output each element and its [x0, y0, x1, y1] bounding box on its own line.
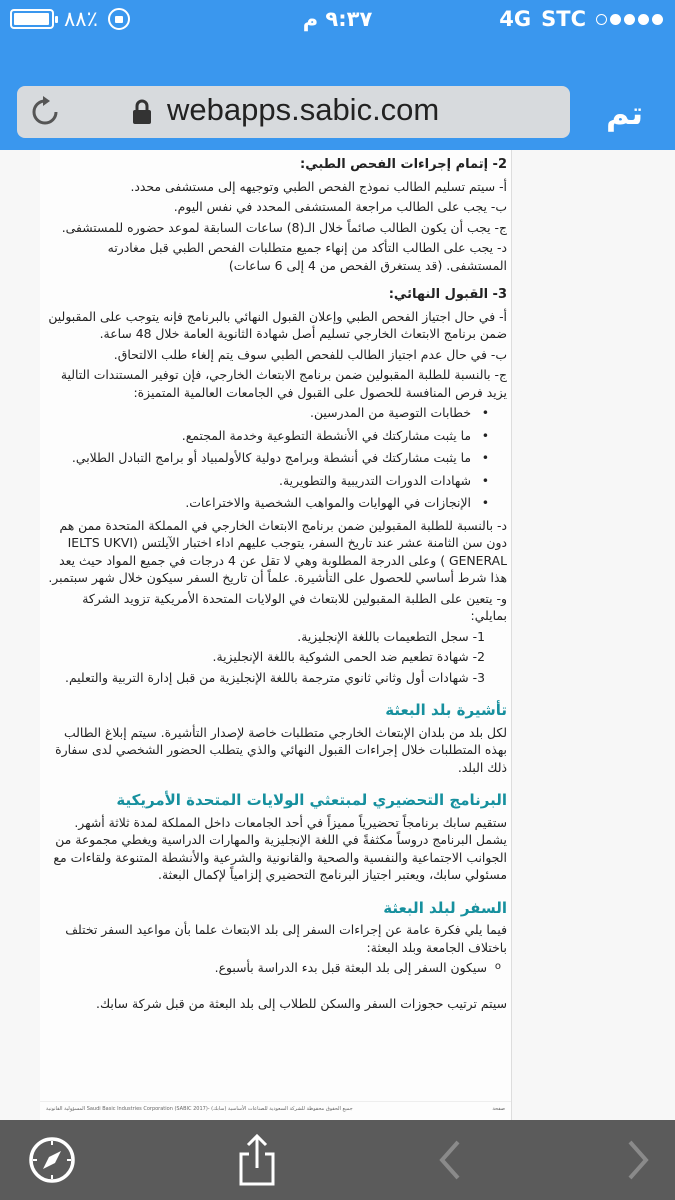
address-bar[interactable]: [17, 86, 570, 138]
done-button[interactable]: تم: [606, 94, 644, 132]
travel-text: فيما يلي فكرة عامة عن إجراءات السفر إلى بلد الابتعاث علما بأن مواعيد السفر تختلف باختلاف الجامعة وبلد البعثة:: [65, 922, 507, 955]
list-item: o سيكون السفر إلى بلد البعثة قبل بدء الدراسة بأسبوع.: [46, 959, 487, 977]
footer-page-label: صفحة: [492, 1106, 505, 1112]
visa-text: لكل بلد من بلدان الإبتعاث الخارجي متطلبات خاصة لإصدار التأشيرة. سيتم إبلاغ الطالب بهذه المتطلبات خلال إجراءات القبول النهائي والذي يتطلب الحضور الشخصي لدى سفارة ذلك البلد.: [55, 724, 507, 775]
list-item: • خطابات التوصية من المدرسين.: [46, 404, 471, 422]
acceptance-item-b: ب- في حال عدم اجتياز الطالب للفحص الطبي سوف يتم إلغاء طلب الالتحاق.: [113, 346, 507, 362]
document-page: [40, 150, 512, 1120]
status-bar: [0, 0, 675, 40]
signal-icon: [596, 14, 663, 25]
prep-program-heading: البرنامج التحضيري لمبتعثي الولايات المتحدة الأمريكية: [116, 791, 507, 809]
acceptance-item-c: ج- بالنسبة للطلبة المقبولين ضمن برنامج الابتعاث الخارجي، فإن توفير المستندات التالية يزيد فرص المنافسة للحصول على القبول في الجامعات العالمية المتميزة:: [60, 367, 507, 400]
back-arrow-icon[interactable]: [422, 1132, 478, 1188]
status-time: ٩:٣٧ م: [302, 7, 373, 31]
travel-closing: سيتم ترتيب حجوزات السفر والسكن للطلاب إلى بلد البعثة من قبل شركة سابك.: [96, 995, 507, 1011]
prep-program-text: ستقيم سابك برنامجاً تحضيرياً مميزاً في أحد الجامعات داخل المملكة لمدة ثلاثة أشهر. يشمل البرنامج دروساً مكثفةً في اللغة الإنجليزية والمهارات الدراسية ويغطي مجموعة من الجوانب الاجتماعية والنفسية والصحية والقانونية والشرعية والأنشطة المتنوعة ولقاءات مع مسئولي سابك، ويعتبر اجتياز البرنامج التحضيري إلزامياً لإكمال البعثة.: [53, 814, 507, 882]
list-item: • ما يثبت مشاركتك في الأنشطة التطوعية وخدمة المجتمع.: [46, 427, 471, 445]
visa-heading: تأشيرة بلد البعثة: [385, 701, 507, 719]
medical-item: ب- يجب على الطالب مراجعة المستشفى المحدد في نفس اليوم.: [173, 199, 507, 214]
list-item: • ما يثبت مشاركتك في أنشطة وبرامج دولية كالأولمبياد أو برامج التبادل الطلابي.: [46, 449, 471, 467]
carrier-name: STC: [541, 7, 586, 31]
document-content: [46, 156, 507, 1015]
numbered-item: 1- سجل التطعيمات باللغة الإنجليزية.: [297, 628, 485, 644]
section-medical-title: 2- إتمام إجراءات الفحص الطبي:: [300, 157, 507, 172]
acceptance-item-e: و- يتعين على الطلبة المقبولين للابتعاث في الولايات المتحدة الأمريكية تزويد الشركة بمايلي:: [82, 590, 507, 623]
reload-icon[interactable]: [29, 96, 61, 128]
share-icon[interactable]: [229, 1132, 285, 1188]
numbered-item: 3- شهادات أول وثاني ثانوي مترجمة باللغة الإنجليزية من قبل إدارة التربية والتعليم.: [65, 669, 485, 685]
medical-item: ج- يجب أن يكون الطالب صائماً خلال الـ(8) ساعات السابقة لموعد حضوره للمستشفى.: [61, 219, 507, 235]
url-text[interactable]: webapps.sabic.com: [167, 92, 440, 127]
status-right: [499, 7, 663, 31]
list-item: • شهادات الدورات التدريبية والتطويرية.: [46, 472, 471, 490]
acceptance-item-a: أ- في حال اجتياز الفحص الطبي وإعلان القبول النهائي بالبرنامج فإنه يتوجب على المقبولين ضمن برنامج الابتعاث الخارجي تسليم أصل شهادة الثانوية العامة خلال 48 ساعة.: [48, 308, 507, 341]
bottom-toolbar: [0, 1120, 675, 1200]
travel-heading: السفر لبلد البعثة: [383, 898, 507, 917]
page-footer: [40, 1101, 511, 1112]
network-type: 4G: [499, 7, 532, 31]
numbered-item: 2- شهادة تطعيم ضد الحمى الشوكية باللغة الإنجليزية.: [212, 649, 485, 664]
travel-list: [46, 959, 487, 977]
document-viewer[interactable]: [0, 150, 675, 1120]
padlock-icon: [131, 98, 153, 126]
medical-item: د- يجب على الطالب التأكد من إنهاء جميع متطلبات الفحص الطبي قبل مغادرته المستشفى. (قد يستغرق الفحص من 4 إلى 6 ساعات): [107, 240, 507, 273]
browser-chrome: [0, 0, 675, 150]
forward-arrow-icon[interactable]: [610, 1132, 666, 1188]
section-final-acceptance-title: 3- القبول النهائي:: [388, 287, 507, 302]
medical-item: أ- سيتم تسليم الطالب نموذج الفحص الطبي وتوجيهه إلى مستشفى محدد.: [130, 178, 507, 194]
acceptance-item-d: د- بالنسبة للطلبة المقبولين ضمن برنامج الابتعاث الخارجي في المملكة المتحدة ممن هم دون سن الثامنة عشر عند تاريخ السفر، يتوجب عليهم اداء اختبار الآيلتس (IELTS UKVI GENERAL ) وعلى الدرجة المطلوبة وهي لا تقل عن 4 درجات في جميع المواد حيث يعد هذا شرط أساسي للحصول على التأشيرة. علماً أن تاريخ السفر سيكون خلال شهر سبتمبر.: [48, 517, 507, 585]
list-item: • الإنجازات في الهوايات والمواهب الشخصية والاختراعات.: [46, 494, 471, 512]
footer-copyright: جميع الحقوق محفوظة للشركة السعودية للصناعات الأساسية (سابك) -Saudi Basic Industries Corporation (SABIC 2017) المسؤولية القانونية: [46, 1106, 353, 1112]
documents-list: [46, 404, 471, 512]
compass-icon[interactable]: [24, 1132, 80, 1188]
battery-percent: ٨٨٪: [64, 7, 98, 31]
